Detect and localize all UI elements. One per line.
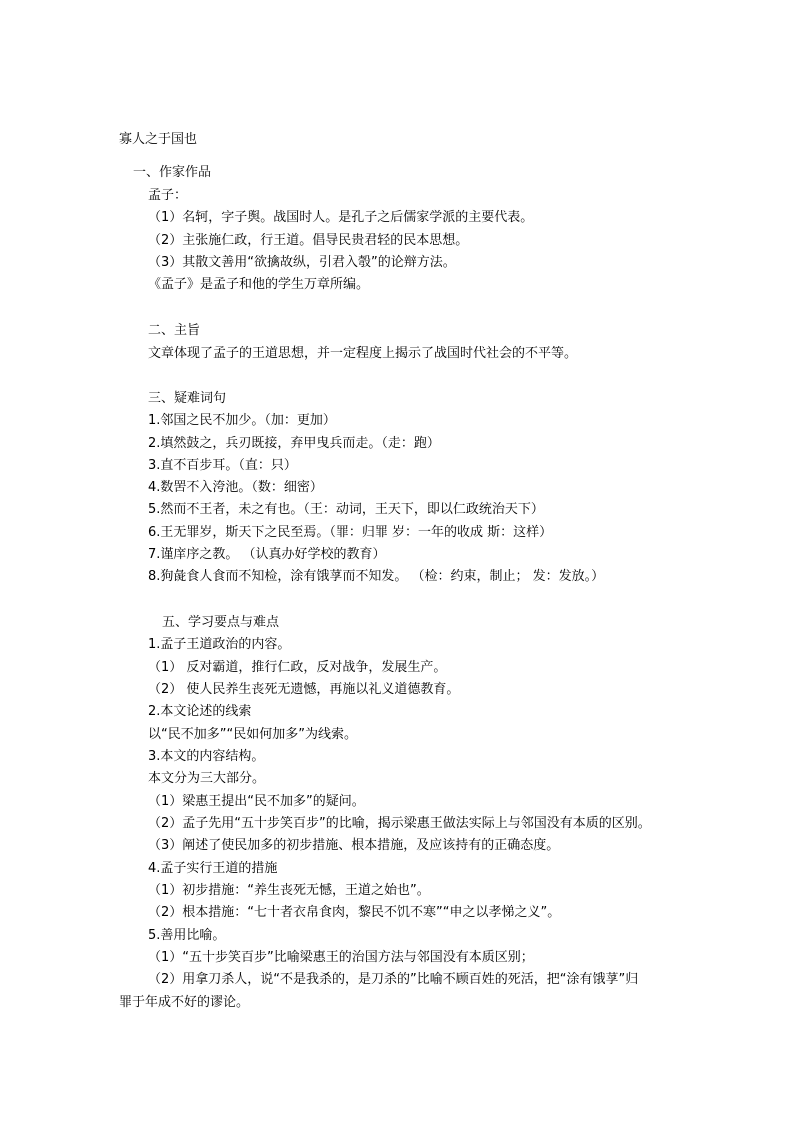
- key-point-line: 5.善用比喻。: [148, 928, 226, 943]
- theme-text: 文章体现了孟子的王道思想，并一定程度上揭示了战国时代社会的不平等。: [148, 346, 578, 361]
- phrase-item: 6.王无罪岁，斯天下之民至焉。（罪：归罪 岁：一年的收成 斯：这样）: [148, 525, 553, 540]
- key-point-line: （2） 使人民养生丧死无遗憾，再施以礼义道德教育。: [148, 682, 460, 697]
- key-point-line: （1）梁惠王提出“民不加多”的疑问。: [148, 794, 365, 809]
- phrase-item: 2.填然鼓之，兵刃既接，弃甲曳兵而走。（走：跑）: [148, 436, 440, 451]
- document-title: 寡人之于国也: [119, 132, 198, 147]
- key-point-line: 4.孟子实行王道的措施: [148, 861, 278, 876]
- book-note: 《孟子》是孟子和他的学生万章所编。: [148, 277, 370, 292]
- key-point-line: 本文分为三大部分。: [148, 771, 266, 786]
- author-intro: 孟子：: [148, 188, 188, 203]
- phrase-item: 5.然而不王者，未之有也。（王：动词，王天下，即以仁政统治天下）: [148, 502, 544, 517]
- phrase-item: 4.数罟不入洿池。（数：细密）: [148, 480, 323, 495]
- phrase-item: 3.直不百步耳。（直：只）: [148, 458, 297, 473]
- key-point-line: （1）“五十步笑百步”比喻梁惠王的治国方法与邻国没有本质区别；: [148, 950, 534, 965]
- section-heading-key-points: 五、学习要点与难点: [162, 615, 280, 630]
- key-point-line: （2）用拿刀杀人，说“不是我杀的，是刀杀的”比喻不顾百姓的死活，把“涂有饿莩”归: [148, 972, 639, 987]
- section-heading-theme: 二、主旨: [148, 323, 201, 338]
- section-heading-difficult-phrases: 三、疑难词句: [148, 391, 227, 406]
- author-item: （1）名轲，字子舆。战国时人。是孔子之后儒家学派的主要代表。: [148, 210, 534, 225]
- key-point-line: （1）初步措施：“养生丧死无憾，王道之始也”。: [148, 883, 430, 898]
- author-item: （3）其散文善用“欲擒故纵，引君入彀”的论辩方法。: [148, 255, 456, 270]
- key-point-line: 1.孟子王道政治的内容。: [148, 637, 291, 652]
- key-point-line: （3）阐述了使民加多的初步措施、根本措施，及应该持有的正确态度。: [148, 838, 560, 853]
- author-item: （2）主张施仁政，行王道。倡导民贵君轻的民本思想。: [148, 233, 469, 248]
- key-point-line: 2.本文论述的线索: [148, 704, 252, 719]
- key-point-line: （1） 反对霸道，推行仁政，反对战争，发展生产。: [148, 660, 447, 675]
- key-point-line: 以“民不加多”“民如何加多”为线索。: [148, 727, 357, 742]
- key-point-line: （2）根本措施：“七十者衣帛食肉，黎民不饥不寒”“申之以孝悌之义”。: [148, 905, 561, 920]
- key-point-line: （2）孟子先用“五十步笑百步”的比喻，揭示梁惠王做法实际上与邻国没有本质的区别。: [148, 816, 651, 831]
- section-heading-author: 一、作家作品: [133, 165, 212, 180]
- key-point-line: 罪于年成不好的谬论。: [119, 995, 250, 1010]
- phrase-item: 8.狗彘食人食而不知检，涂有饿莩而不知发。 （检：约束，制止； 发：发放。）: [148, 569, 605, 584]
- phrase-item: 7.谨庠序之教。 （认真办好学校的教育）: [148, 547, 386, 562]
- phrase-item: 1.邻国之民不加少。（加：更加）: [148, 413, 336, 428]
- key-point-line: 3.本文的内容结构。: [148, 749, 265, 764]
